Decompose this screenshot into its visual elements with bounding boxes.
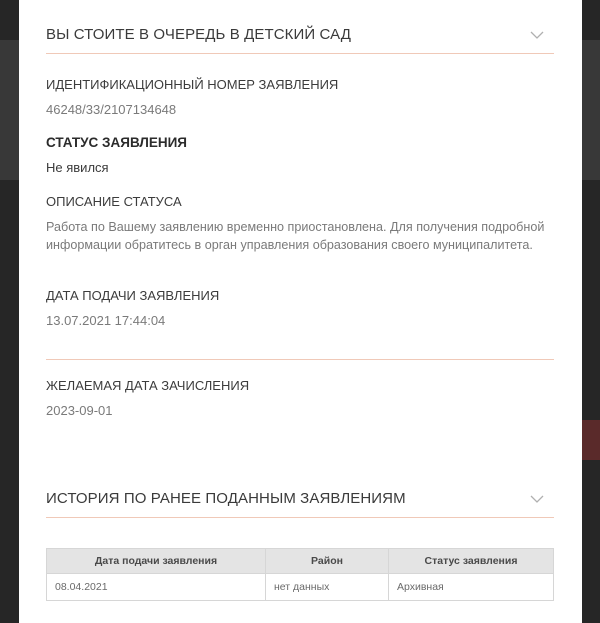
background-panel — [0, 40, 19, 180]
background-panel — [582, 40, 600, 180]
queue-section-header[interactable] — [46, 19, 554, 54]
table-cell-submit-date: 08.04.2021 — [47, 574, 266, 601]
table-cell-district: нет данных — [266, 574, 389, 601]
history-section-title: ИСТОРИЯ ПО РАНЕЕ ПОДАННЫМ ЗАЯВЛЕНИЯМ — [46, 490, 406, 507]
desired-date-label: ЖЕЛАЕМАЯ ДАТА ЗАЧИСЛЕНИЯ — [46, 378, 250, 393]
table-cell-status: Архивная — [389, 574, 554, 601]
table-row — [47, 574, 554, 601]
application-status-value: Не явился — [46, 160, 109, 175]
application-status-label: СТАТУС ЗАЯВЛЕНИЯ — [46, 135, 187, 150]
application-modal — [19, 0, 582, 623]
history-table-header-row — [47, 549, 554, 574]
status-description-label: ОПИСАНИЕ СТАТУСА — [46, 194, 182, 209]
desired-date-value: 2023-09-01 — [46, 403, 113, 418]
history-section-header[interactable] — [46, 483, 554, 518]
column-header-district: Район — [266, 549, 389, 574]
column-header-status: Статус заявления — [389, 549, 554, 574]
submit-date-label: ДАТА ПОДАЧИ ЗАЯВЛЕНИЯ — [46, 288, 220, 303]
application-id-label: ИДЕНТИФИКАЦИОННЫЙ НОМЕР ЗАЯВЛЕНИЯ — [46, 77, 339, 92]
column-header-submit-date: Дата подачи заявления — [47, 549, 266, 574]
queue-section-title: ВЫ СТОИТЕ В ОЧЕРЕДЬ В ДЕТСКИЙ САД — [46, 26, 352, 43]
chevron-down-icon[interactable] — [530, 494, 544, 504]
section-divider — [46, 359, 554, 360]
status-description-value: Работа по Вашему заявлению временно приостановлена. Для получения подробной информации обратитесь в орган управления образования своего муниципалитета. — [46, 220, 545, 252]
history-table — [46, 548, 554, 601]
background-accent — [582, 420, 600, 460]
chevron-down-icon[interactable] — [530, 30, 544, 40]
application-id-value: 46248/33/2107134648 — [46, 102, 177, 117]
submit-date-value: 13.07.2021 17:44:04 — [46, 313, 166, 328]
